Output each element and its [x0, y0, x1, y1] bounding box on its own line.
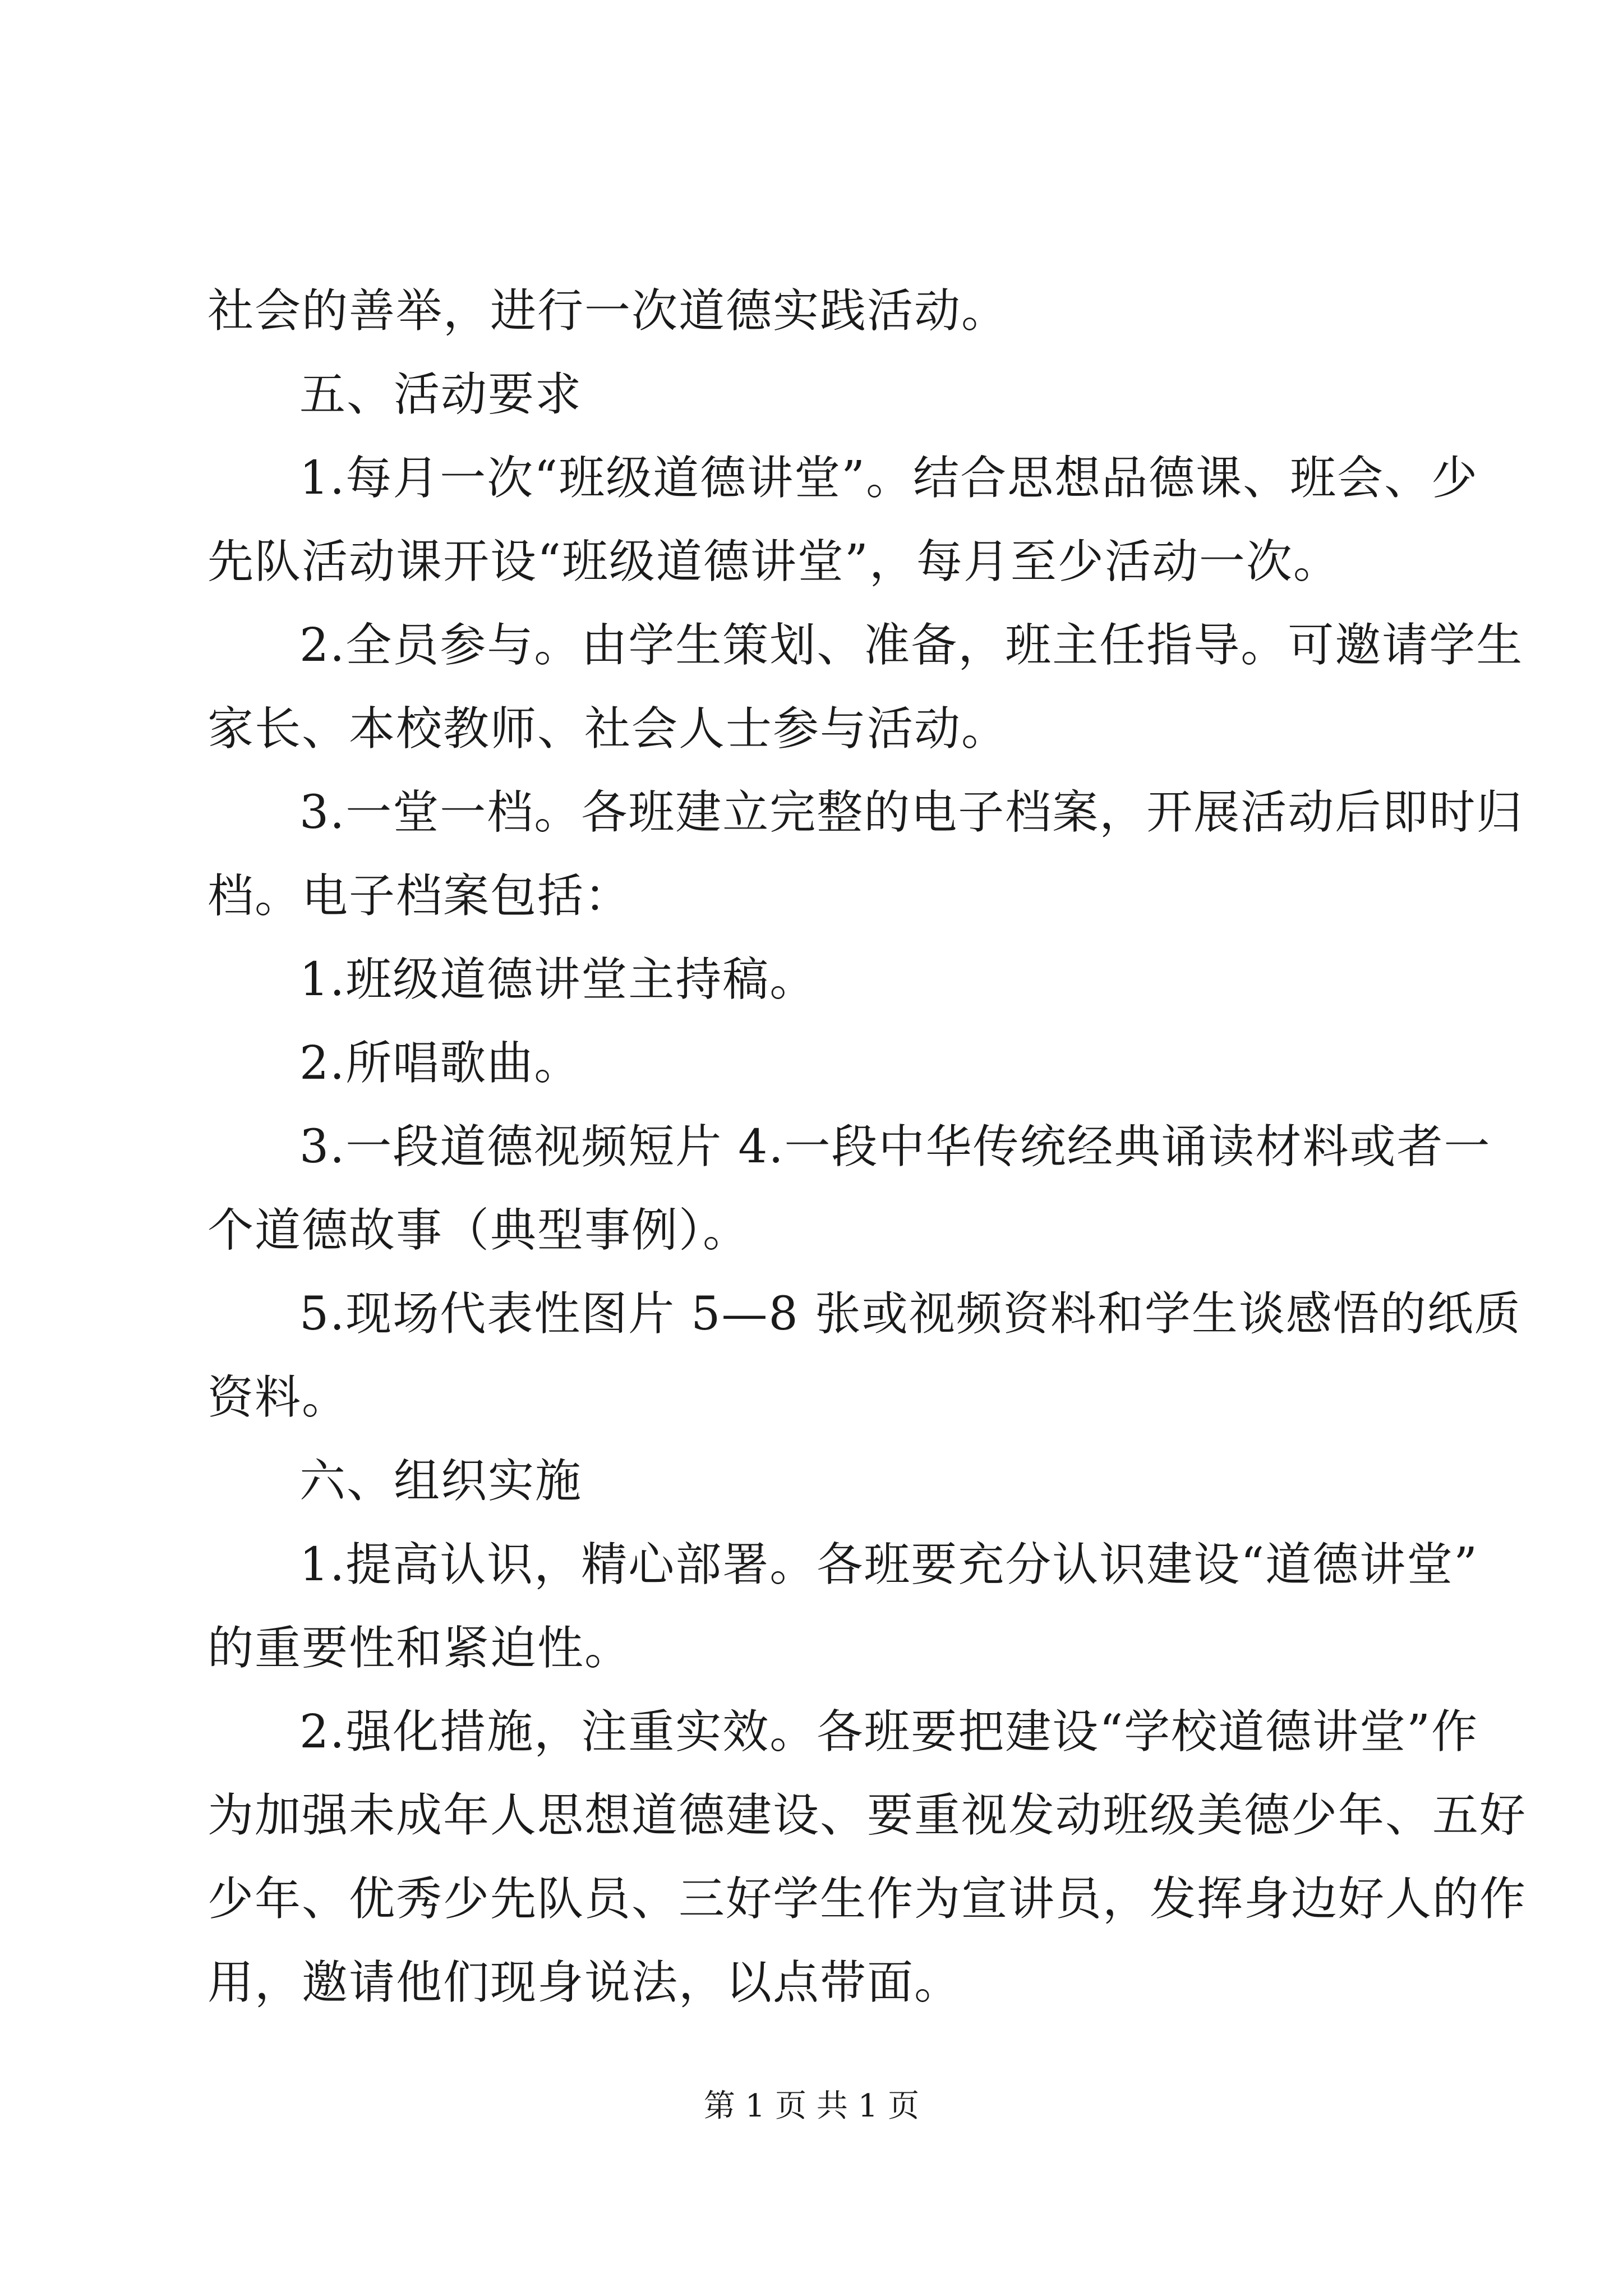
text-line: 个道德故事（典型事例）。 — [208, 1204, 750, 1257]
text-line: 家长、本校教师、社会人士参与活动。 — [208, 702, 1009, 756]
text-line: 3.一段道德视频短片 4.一段中华传统经典诵读材料或者一 — [299, 1120, 1491, 1174]
section-heading: 六、组织实施 — [299, 1455, 583, 1508]
text-line: 资料。 — [208, 1371, 349, 1424]
text-line: 3.一堂一档。各班建立完整的电子档案，开展活动后即时归 — [299, 786, 1524, 839]
text-line: 社会的善举，进行一次道德实践活动。 — [208, 284, 1009, 338]
text-line: 先队活动课开设“班级道德讲堂”，每月至少活动一次。 — [208, 535, 1340, 588]
page-number-footer: 第 1 页 共 1 页 — [703, 2088, 920, 2124]
text-line: 少年、优秀少先队员、三好学生作为宣讲员，发挥身边好人的作 — [208, 1872, 1527, 1926]
section-heading: 五、活动要求 — [299, 368, 583, 421]
text-line: 2.强化措施，注重实效。各班要把建设“学校道德讲堂”作 — [299, 1705, 1479, 1759]
text-line: 档。电子档案包括： — [208, 869, 632, 923]
text-line: 1.班级道德讲堂主持稿。 — [299, 953, 817, 1006]
text-line: 1.提高认识，精心部署。各班要充分认识建设“道德讲堂” — [299, 1538, 1479, 1591]
document-body — [208, 269, 1527, 2024]
text-line: 的重要性和紧迫性。 — [208, 1622, 632, 1675]
text-line: 1.每月一次“班级道德讲堂”。结合思想品德课、班会、少 — [299, 452, 1479, 505]
text-line: 5.现场代表性图片 5—8 张或视频资料和学生谈感悟的纸质 — [299, 1287, 1521, 1341]
text-line: 2.所唱歌曲。 — [299, 1037, 582, 1090]
text-line: 2.全员参与。由学生策划、准备，班主任指导。可邀请学生 — [299, 619, 1524, 672]
text-line: 用，邀请他们现身说法，以点带面。 — [208, 1956, 962, 2009]
text-line: 为加强未成年人思想道德建设、要重视发动班级美德少年、五好 — [208, 1789, 1527, 1842]
